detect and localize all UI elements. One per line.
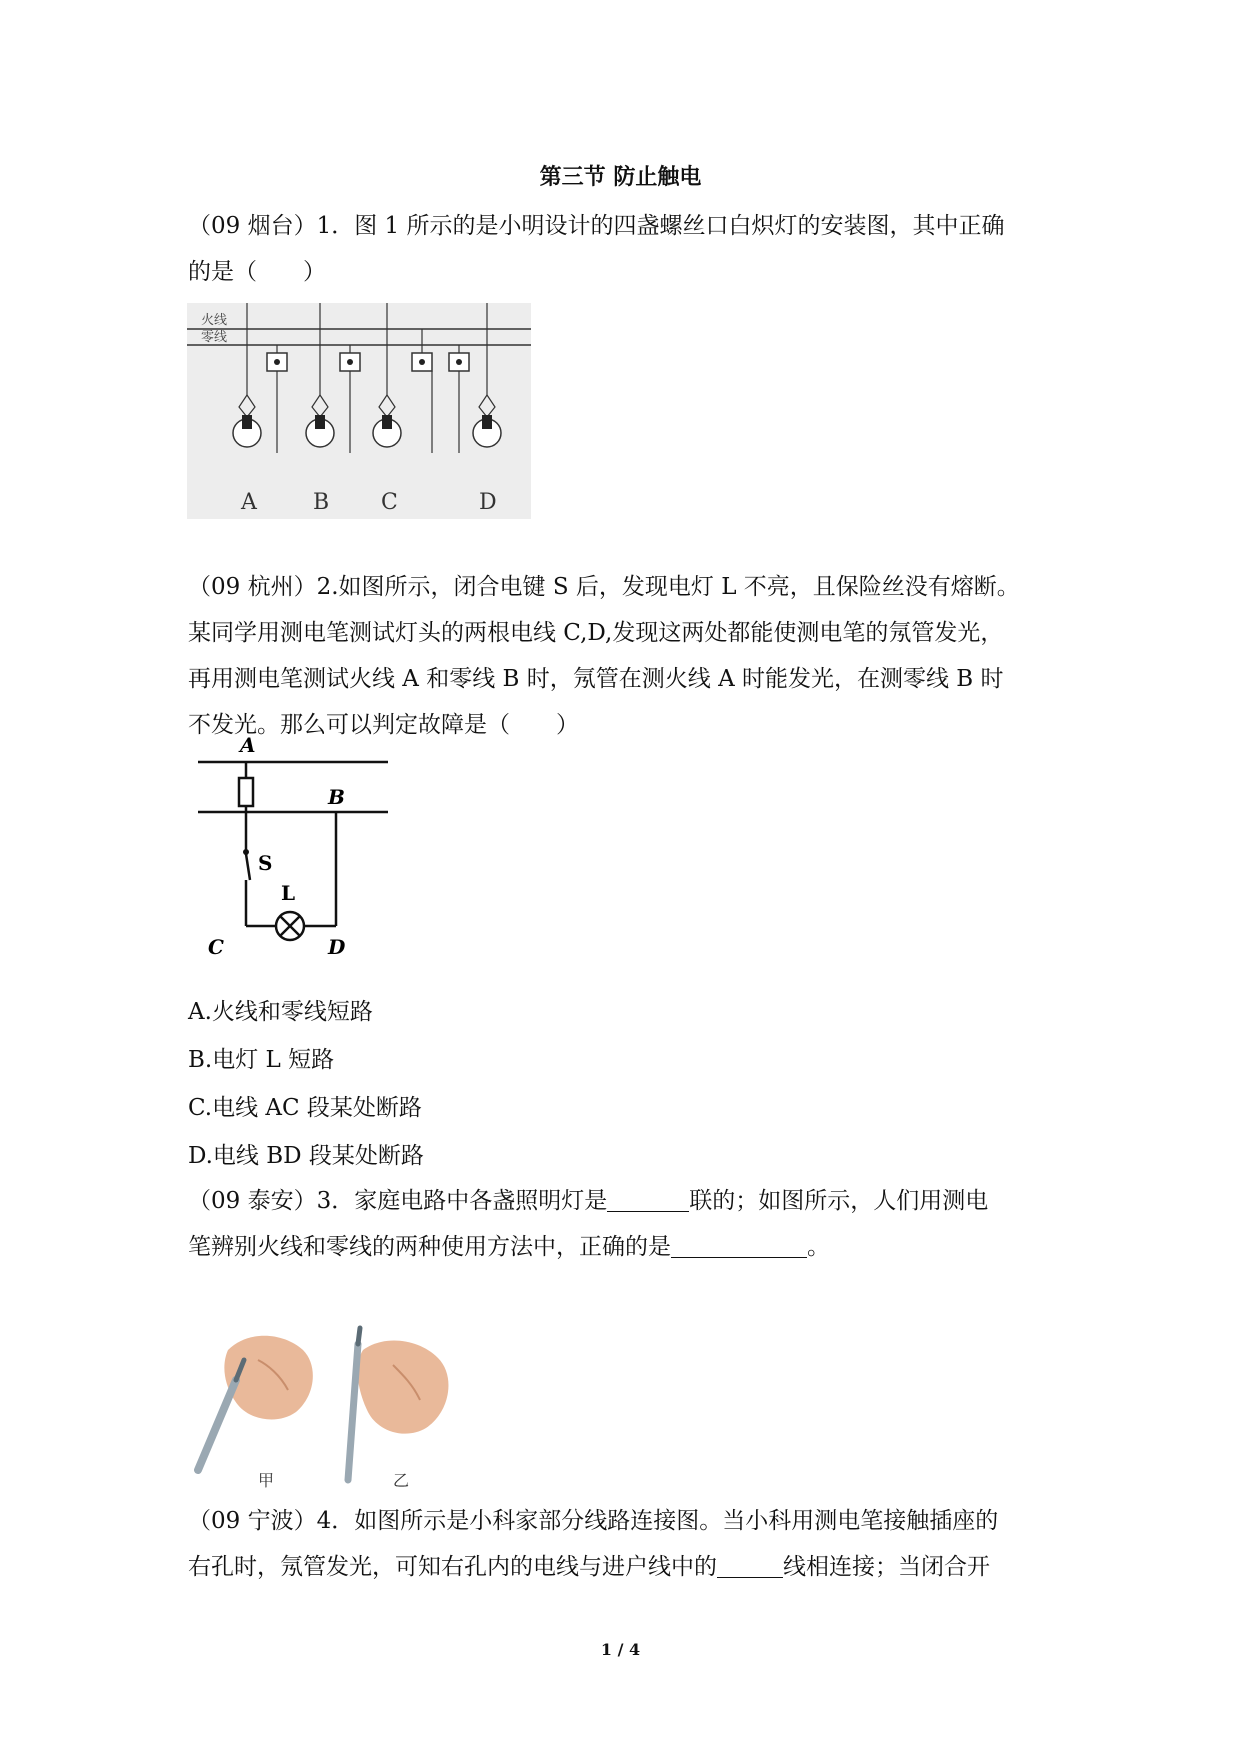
question-2-line-2: 某同学用测电笔测试灯头的两根电线 C,D,发现这两处都能使测电笔的氖管发光， (188, 620, 1004, 646)
figure-test-pen-usage (188, 1320, 478, 1492)
label-yi: 乙 (393, 1471, 410, 1490)
label-jia: 甲 (258, 1471, 275, 1490)
question-3-line-1 (188, 1178, 1058, 1224)
switch-s (246, 854, 250, 880)
question-2-line-4: 不发光。那么可以判定故障是（ ） (188, 712, 579, 738)
option-d: D.电线 BD 段某处断路 (188, 1143, 424, 1169)
lamp-installation-diagram (187, 303, 531, 519)
fuse (239, 778, 253, 806)
option-b: B.电灯 L 短路 (188, 1047, 335, 1073)
question-4-text (188, 1498, 1058, 1590)
lamp-label-d: D (479, 490, 497, 515)
test-pen-jia (198, 1380, 236, 1470)
question-4-line-2-end: 线相连接；当闭合开 (783, 1554, 990, 1580)
question-3-line-1-end: 联的；如图所示，人们用测电 (689, 1188, 989, 1214)
question-3-text (188, 1178, 1058, 1270)
live-wire-label: 火线 (201, 313, 228, 328)
question-2-line-1: （09 杭州）2.如图所示，闭合电键 S 后，发现电灯 L 不亮，且保险丝没有熔断。 (188, 574, 1020, 600)
page-number: 1 / 4 (600, 1640, 641, 1659)
question-3-line-2-start: 笔辨别火线和零线的两种使用方法中，正确的是 (188, 1234, 671, 1260)
question-3-line-2 (188, 1224, 1058, 1270)
switch-s-label: S (258, 851, 273, 875)
lamp-label-b: B (313, 490, 330, 515)
hand-yi (348, 1328, 448, 1480)
question-4-line-2-start: 右孔时，氖管发光，可知右孔内的电线与进户线中的 (188, 1554, 717, 1580)
lamp-l-label: L (281, 881, 296, 905)
question-1-text (188, 203, 1058, 295)
figure-lamp-installation (187, 303, 531, 519)
point-b-label: B (328, 785, 345, 809)
option-c: C.电线 AC 段某处断路 (188, 1095, 422, 1121)
question-4-line-1: （09 宁波）4．如图所示是小科家部分线路连接图。当小科用测电笔接触插座的 (188, 1508, 999, 1534)
question-1-line-2: 的是（ ） (188, 259, 326, 285)
answer-blank-3[interactable] (717, 1551, 783, 1578)
lamp-label-a: A (241, 490, 257, 515)
lamp-label-c: C (381, 490, 398, 515)
question-1-line-1: （09 烟台）1．图 1 所示的是小明设计的四盏螺丝口白炽灯的安装图，其中正确 (188, 213, 1005, 239)
figure-circuit-diagram (188, 730, 404, 958)
point-d-label: D (328, 935, 346, 958)
option-a: A.火线和零线短路 (188, 999, 373, 1025)
question-3-line-1-start: （09 泰安）3．家庭电路中各盏照明灯是 (188, 1188, 608, 1214)
question-4-line-2 (188, 1544, 1058, 1590)
figure-background (187, 303, 531, 519)
circuit-diagram (188, 730, 404, 958)
answer-blank-2[interactable] (671, 1231, 807, 1258)
test-pen-illustration (188, 1320, 478, 1492)
point-c-label: C (208, 935, 224, 958)
section-title: 第三节 防止触电 (539, 165, 702, 190)
question-2-text (188, 564, 1058, 748)
question-3-line-2-end: 。 (807, 1234, 830, 1260)
answer-blank-1[interactable] (607, 1185, 689, 1212)
test-pen-yi (348, 1344, 358, 1480)
neutral-wire-label: 零线 (201, 330, 228, 345)
point-a-label: A (240, 733, 256, 757)
hand-jia (198, 1336, 313, 1470)
question-2-line-3: 再用测电笔测试火线 A 和零线 B 时，氖管在测火线 A 时能发光，在测零线 B 时 (188, 666, 1004, 692)
